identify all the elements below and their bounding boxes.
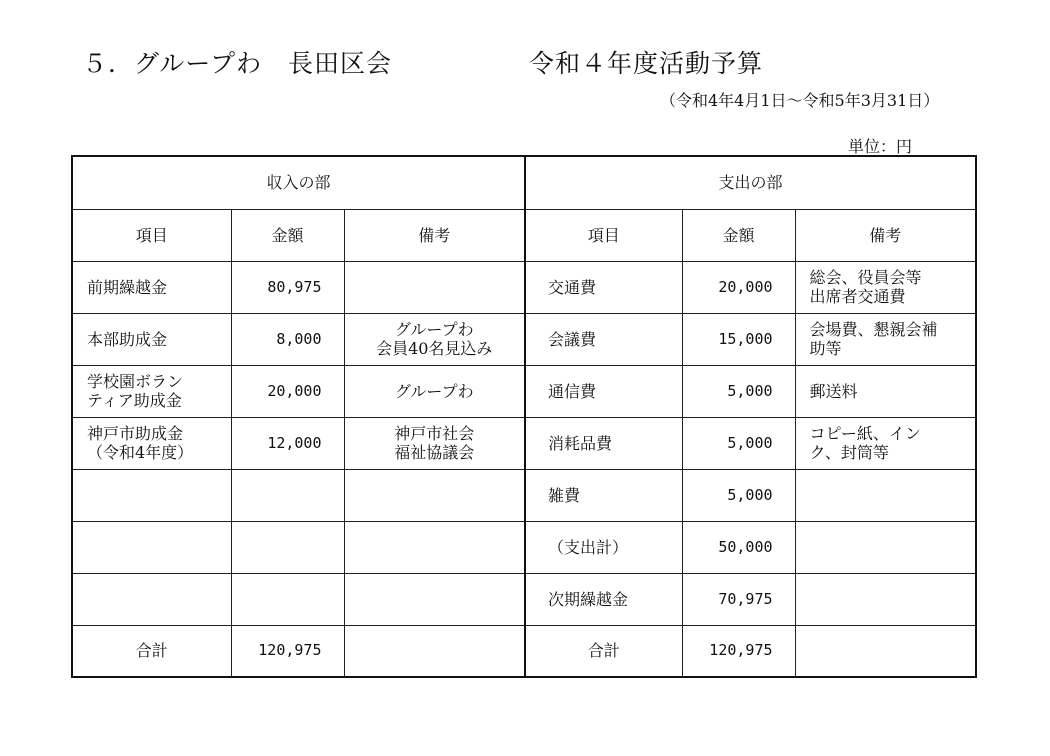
income-note — [344, 261, 525, 313]
budget-table — [71, 155, 977, 678]
income-amount — [231, 573, 344, 625]
income-amount — [231, 469, 344, 521]
expense-note: コピー紙、イン ク、封筒等 — [795, 417, 976, 469]
income-col-item: 項目 — [72, 209, 231, 261]
income-item — [72, 573, 231, 625]
income-note: 神戸市社会 福祉協議会 — [344, 417, 525, 469]
income-amount: 20,000 — [231, 365, 344, 417]
income-note — [344, 625, 525, 677]
expense-subtotal-amount: 50,000 — [682, 521, 795, 573]
expense-amount: 5,000 — [682, 417, 795, 469]
expense-item: 次期繰越金 — [525, 573, 682, 625]
fiscal-period: （令和4年4月1日～令和5年3月31日） — [660, 91, 940, 110]
table-row — [72, 469, 976, 521]
income-item: 神戸市助成金 （令和4年度） — [72, 417, 231, 469]
expense-note — [795, 469, 976, 521]
income-item: 前期繰越金 — [72, 261, 231, 313]
expense-amount: 70,975 — [682, 573, 795, 625]
expense-col-note: 備考 — [795, 209, 976, 261]
expense-amount: 5,000 — [682, 365, 795, 417]
income-item: 学校園ボラン ティア助成金 — [72, 365, 231, 417]
income-item — [72, 469, 231, 521]
section-header-row — [72, 156, 976, 209]
income-amount: 8,000 — [231, 313, 344, 365]
expense-note — [795, 573, 976, 625]
expense-section-header: 支出の部 — [525, 156, 976, 209]
currency-unit: 単位：円 — [848, 137, 913, 156]
budget-title: 令和４年度活動予算 — [529, 49, 764, 78]
income-note — [344, 573, 525, 625]
table-row — [72, 417, 976, 469]
income-note: グループわ 会員40名見込み — [344, 313, 525, 365]
expense-amount: 5,000 — [682, 469, 795, 521]
income-section-header: 収入の部 — [72, 156, 525, 209]
income-note — [344, 469, 525, 521]
expense-amount: 20,000 — [682, 261, 795, 313]
income-amount: 12,000 — [231, 417, 344, 469]
income-item: 本部助成金 — [72, 313, 231, 365]
expense-item: 会議費 — [525, 313, 682, 365]
column-header-row — [72, 209, 976, 261]
expense-col-item: 項目 — [525, 209, 682, 261]
expense-note — [795, 625, 976, 677]
expense-subtotal-label: （支出計） — [525, 521, 682, 573]
income-note — [344, 521, 525, 573]
expense-total-amount: 120,975 — [682, 625, 795, 677]
income-col-amount: 金額 — [231, 209, 344, 261]
expense-amount: 15,000 — [682, 313, 795, 365]
income-total-amount: 120,975 — [231, 625, 344, 677]
expense-col-amount: 金額 — [682, 209, 795, 261]
expense-note: 総会、役員会等 出席者交通費 — [795, 261, 976, 313]
income-amount: 80,975 — [231, 261, 344, 313]
expense-total-label: 合計 — [525, 625, 682, 677]
expense-item: 雑費 — [525, 469, 682, 521]
expense-item: 消耗品費 — [525, 417, 682, 469]
income-col-note: 備考 — [344, 209, 525, 261]
table-row — [72, 365, 976, 417]
table-row — [72, 261, 976, 313]
table-row — [72, 521, 976, 573]
income-total-label: 合計 — [72, 625, 231, 677]
expense-note: 会場費、懇親会補 助等 — [795, 313, 976, 365]
income-amount — [231, 521, 344, 573]
total-row — [72, 625, 976, 677]
page-title-group: ５．グループわ 長田区会 — [82, 49, 393, 78]
table-row — [72, 573, 976, 625]
expense-item: 通信費 — [525, 365, 682, 417]
income-note: グループわ — [344, 365, 525, 417]
income-item — [72, 521, 231, 573]
expense-note: 郵送料 — [795, 365, 976, 417]
expense-item: 交通費 — [525, 261, 682, 313]
expense-note — [795, 521, 976, 573]
table-row — [72, 313, 976, 365]
